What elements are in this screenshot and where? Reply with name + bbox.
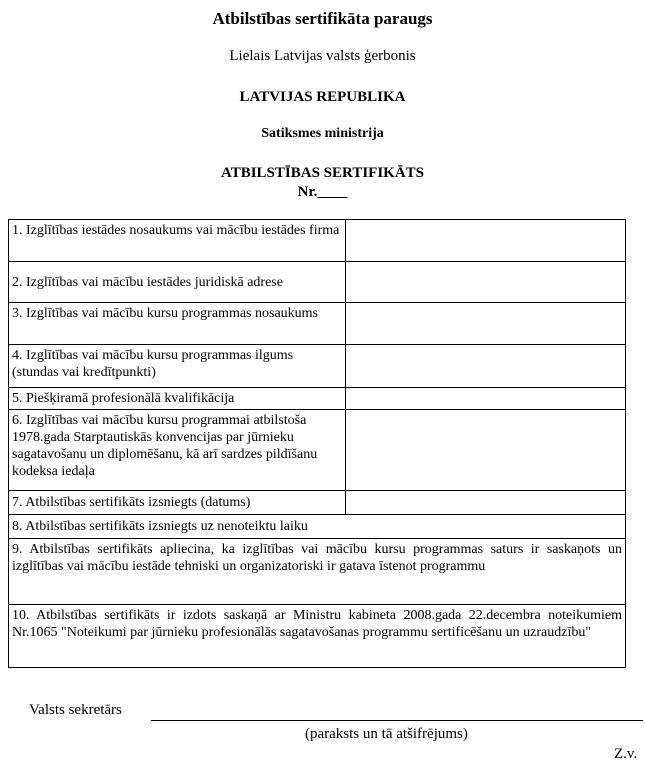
republic-heading: LATVIJAS REPUBLIKA	[239, 89, 406, 105]
row-label: 5. Piešķiramā profesionālā kvalifikācija	[9, 388, 346, 410]
table-row	[9, 491, 626, 515]
table-row	[9, 515, 626, 539]
row-value	[346, 388, 626, 410]
coat-of-arms-text: Lielais Latvijas valsts ģerbonis	[229, 48, 416, 64]
row-full-text: 8. Atbilstības sertifikāts izsniegts uz nenoteiktu laiku	[9, 515, 626, 539]
row-value	[346, 303, 626, 345]
certificate-form-table	[8, 219, 626, 668]
table-row	[9, 262, 626, 303]
row-full-text: 10. Atbilstības sertifikāts ir izdots saskaņā ar Ministru kabineta 2008.gada 22.decembra noteikumiem Nr.1065 "Noteikumi par jūrnieku profesionālās sagatavošanas programmu sertificēšanu un uzraudzību"	[9, 605, 626, 668]
row-label: 1. Izglītības iestādes nosaukums vai mācību iestādes firma	[9, 220, 346, 262]
table-row	[9, 410, 626, 491]
row-value	[346, 220, 626, 262]
table-row	[9, 539, 626, 605]
table-row	[9, 220, 626, 262]
table-row	[9, 605, 626, 668]
signature-line	[151, 720, 643, 721]
row-full-text: 9. Atbilstības sertifikāts apliecina, ka izglītības vai mācību kursu programmas saturs ir saskaņots un izglītības vai mācību iestāde tehniski un organizatoriski ir gatava īstenot programmu	[9, 539, 626, 605]
row-label: 2. Izglītības vai mācību iestādes juridiskā adrese	[9, 262, 346, 303]
seal-placeholder: Z.v.	[614, 746, 638, 762]
signature-caption: (paraksts un tā atšifrējums)	[305, 726, 468, 742]
table-row	[9, 345, 626, 388]
ministry-heading: Satiksmes ministrija	[261, 126, 384, 141]
table-row	[9, 303, 626, 345]
row-label: 3. Izglītības vai mācību kursu programmas nosaukums	[9, 303, 346, 345]
row-label: 7. Atbilstības sertifikāts izsniegts (datums)	[9, 491, 346, 515]
certificate-heading: ATBILSTĪBAS SERTIFIKĀTS	[220, 165, 425, 181]
certificate-number: Nr.____	[297, 184, 348, 200]
table-row	[9, 388, 626, 410]
document-title: Atbilstības sertifikāta paraugs	[212, 9, 433, 28]
row-value	[346, 345, 626, 388]
signatory-label: Valsts sekretārs	[29, 702, 122, 718]
row-value	[346, 410, 626, 491]
row-label: 6. Izglītības vai mācību kursu programmai atbilstoša 1978.gada Starptautiskās konvencijas par jūrnieku sagatavošanu un diplomēšanu, kā arī sardzes pildīšanu kodeksa iedaļa	[9, 410, 346, 491]
row-label: 4. Izglītības vai mācību kursu programmas ilgums (stundas vai kredītpunkti)	[9, 345, 346, 388]
row-value	[346, 491, 626, 515]
row-value	[346, 262, 626, 303]
